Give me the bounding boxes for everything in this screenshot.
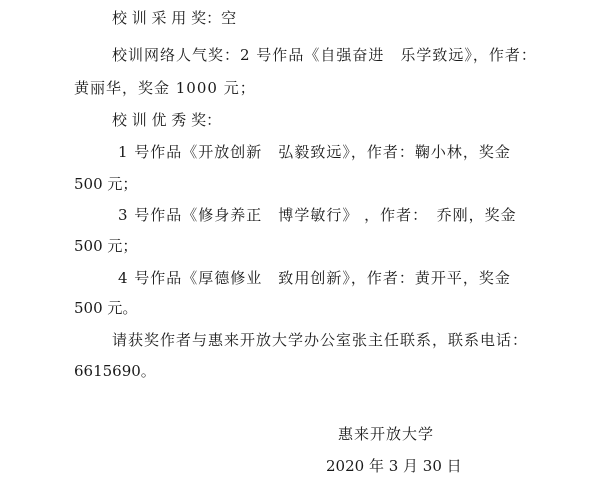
contact-phone: 6615690。 [74, 362, 156, 380]
contact-line: 请获奖作者与惠来开放大学办公室张主任联系，联系电话： [112, 331, 529, 349]
award-excellent-heading: 校 训 优 秀 奖： [112, 111, 222, 129]
entry-1-line-cont: 500 元； [74, 175, 138, 193]
entry-1-line: 1 号作品《开放创新 弘毅致远》，作者：鞠小林，奖金 [118, 143, 511, 161]
entry-3-line: 3 号作品《修身养正 博学敏行》 ，作者： 乔刚，奖金 [118, 206, 517, 224]
signature-organization: 惠来开放大学 [338, 425, 435, 443]
entry-4-line-cont: 500 元。 [74, 299, 138, 317]
award-adopted-line: 校 训 采 用 奖：空 [112, 9, 237, 27]
entry-3-line-cont: 500 元； [74, 237, 138, 255]
award-popular-line: 校训网络人气奖：2 号作品《自强奋进 乐学致远》，作者： [112, 46, 537, 64]
entry-4-line: 4 号作品《厚德修业 致用创新》，作者：黄开平，奖金 [118, 269, 511, 287]
award-popular-line-cont: 黄丽华，奖金 1000 元； [74, 79, 256, 97]
signature-date: 2020 年 3 月 30 日 [326, 457, 462, 475]
